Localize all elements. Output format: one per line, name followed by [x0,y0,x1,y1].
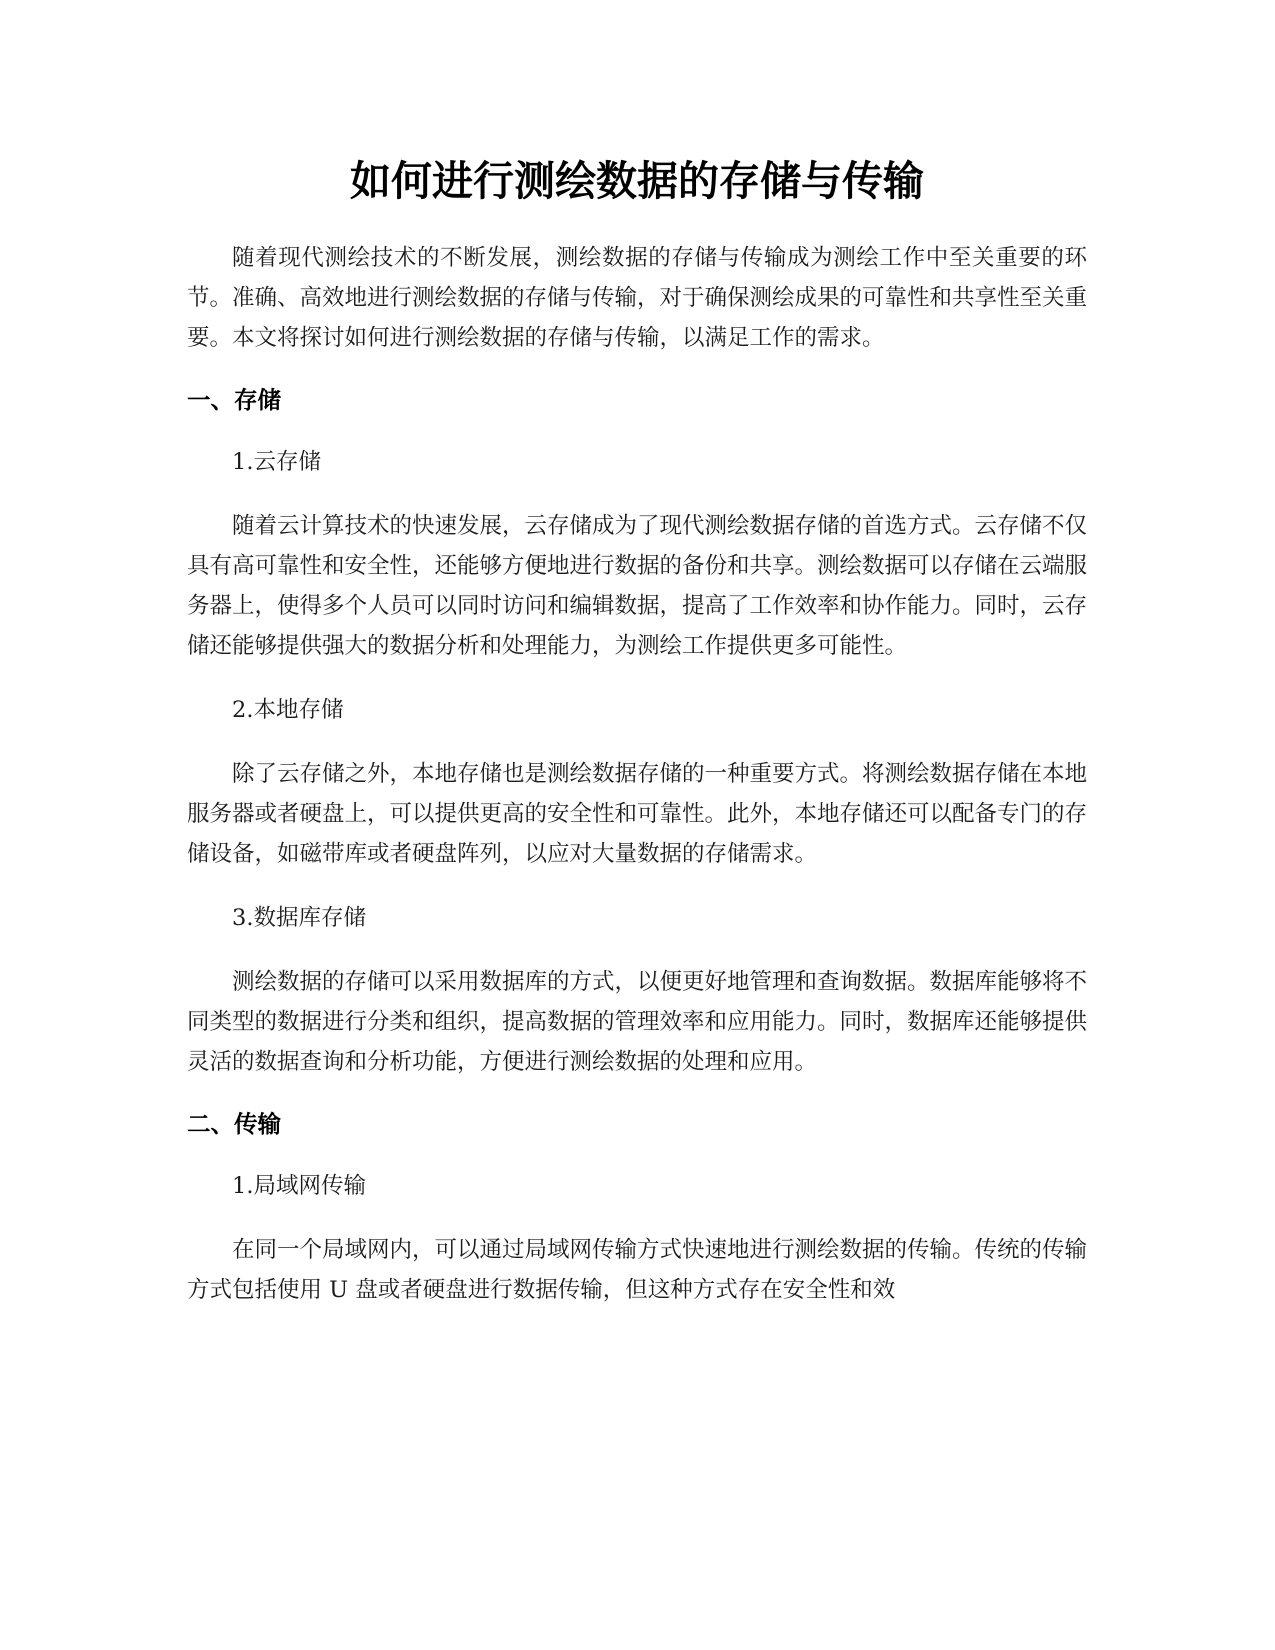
paragraph-database-storage: 测绘数据的存储可以采用数据库的方式，以便更好地管理和查询数据。数据库能够将不同类型的数据进行分类和组织，提高数据的管理效率和应用能力。同时，数据库还能够提供灵活的数据查询和分析功能，方便进行测绘数据的处理和应用。 [187,969,1088,1075]
section-heading-transmission: 二、传输 [187,1110,281,1138]
document-body [187,0,1087,1310]
section-heading-storage: 一、存储 [187,386,281,414]
subsection-title-lan-transmission: 1.局域网传输 [232,1173,366,1199]
document-title: 如何进行测绘数据的存储与传输 [350,157,924,205]
section-transmission [187,1104,1087,1310]
subsection-title-local-storage: 2.本地存储 [232,697,344,723]
section-storage [187,380,1087,1104]
paragraph-local-storage: 除了云存储之外，本地存储也是测绘数据存储的一种重要方式。将测绘数据存储在本地服务器或者硬盘上，可以提供更高的安全性和可靠性。此外，本地存储还可以配备专门的存储设备，如磁带库或者硬盘阵列，以应对大量数据的存储需求。 [187,761,1088,867]
paragraph-cloud-storage: 随着云计算技术的快速发展，云存储成为了现代测绘数据存储的首选方式。云存储不仅具有高可靠性和安全性，还能够方便地进行数据的备份和共享。测绘数据可以存储在云端服务器上，使得多个人员可以同时访问和编辑数据，提高了工作效率和协作能力。同时，云存储还能够提供强大的数据分析和处理能力，为测绘工作提供更多可能性。 [187,513,1088,659]
intro-paragraph: 随着现代测绘技术的不断发展，测绘数据的存储与传输成为测绘工作中至关重要的环节。准确、高效地进行测绘数据的存储与传输，对于确保测绘成果的可靠性和共享性至关重要。本文将探讨如何进行测绘数据的存储与传输，以满足工作的需求。 [187,245,1088,351]
subsection-title-cloud-storage: 1.云存储 [232,449,321,475]
subsection-title-database-storage: 3.数据库存储 [232,905,366,931]
paragraph-lan-transmission: 在同一个局域网内，可以通过局域网传输方式快速地进行测绘数据的传输。传统的传输方式包括使用 U 盘或者硬盘进行数据传输，但这种方式存在安全性和效 [187,1237,1088,1303]
